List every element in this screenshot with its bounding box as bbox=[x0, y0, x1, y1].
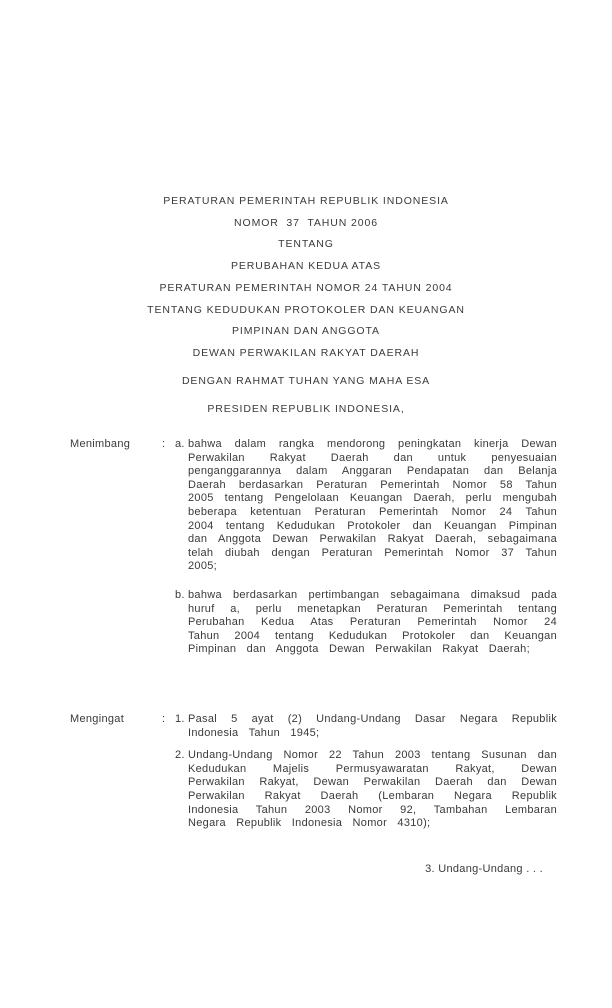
list-item bbox=[175, 589, 557, 657]
title-line: PERATURAN PEMERINTAH NOMOR 24 TAHUN 2004 bbox=[159, 281, 453, 294]
section-colon: : bbox=[162, 438, 166, 450]
item-text: Pasal 5 ayat (2) Undang-Undang Dasar Negara Republik Indonesia Tahun 1945; bbox=[188, 713, 557, 739]
item-text: Undang-Undang Nomor 22 Tahun 2003 tentang Susunan dan Kedudukan Majelis Permusyawaratan Rakyat, Dewan Perwakilan Rakyat, Dewan Perwakilan Daerah dan Dewan Perwakilan Rakyat Daerah (Lembaran Negara Republik Indonesia Tahun 2003 Nomor 92, Tambahan Lembaran Negara Republik Indonesia Nomor 4310); bbox=[188, 749, 557, 830]
section-mengingat bbox=[70, 713, 557, 831]
page-continuation-catchword: 3. Undang-Undang . . . bbox=[425, 863, 543, 875]
section-items bbox=[175, 713, 557, 831]
invocation-line: DENGAN RAHMAT TUHAN YANG MAHA ESA bbox=[181, 375, 431, 387]
section-colon: : bbox=[162, 713, 166, 725]
item-text: bahwa dalam rangka mendorong peningkatan kinerja Dewan Perwakilan Rakyat Daerah dan untuk penyesuaian penganggarannya dalam Anggaran Pendapatan dan Belanja Daerah berdasarkan Peraturan Pemerintah Nomor 58 Tahun 2005 tentang Pengelolaan Keuangan Daerah, perlu mengubah beberapa ketentuan Peraturan Pemerintah Nomor 24 Tahun 2004 tentang Kedudukan Protokoler dan Keuangan Pimpinan dan Anggota Dewan Perwakilan Rakyat Daerah, sebagaimana telah diubah dengan Peraturan Pemerintah Nomor 37 Tahun 2005; bbox=[188, 438, 557, 573]
title-line: PERATURAN PEMERINTAH REPUBLIK INDONESIA bbox=[163, 195, 449, 207]
title-line-tentang: TENTANG bbox=[278, 238, 334, 251]
list-item bbox=[175, 713, 557, 740]
authority-line: PRESIDEN REPUBLIK INDONESIA, bbox=[207, 403, 405, 415]
item-marker: b. bbox=[175, 588, 185, 601]
title-line: PERUBAHAN KEDUA ATAS bbox=[230, 260, 382, 273]
title-line-nomor: NOMOR 37 TAHUN 2006 bbox=[234, 216, 378, 229]
section-menimbang bbox=[70, 438, 557, 657]
title-line: TENTANG KEDUDUKAN PROTOKOLER DAN KEUANGAN bbox=[147, 303, 465, 316]
item-marker: 1. bbox=[175, 713, 185, 725]
item-marker: a. bbox=[175, 438, 185, 450]
section-label: Menimbang bbox=[70, 438, 131, 450]
title-line: PIMPINAN DAN ANGGOTA bbox=[232, 325, 380, 338]
section-label: Mengingat bbox=[70, 713, 125, 725]
list-item bbox=[175, 749, 557, 831]
title-line: DEWAN PERWAKILAN RAKYAT DAERAH bbox=[192, 346, 420, 359]
item-marker: 2. bbox=[175, 749, 185, 762]
item-text: bahwa berdasarkan pertimbangan sebagaimana dimaksud pada huruf a, perlu menetapkan Peraturan Pemerintah tentang Perubahan Kedua Atas Peraturan Pemerintah Nomor 24 Tahun 2004 tentang Kedudukan Protokoler dan Keuangan Pimpinan dan Anggota Dewan Perwakilan Rakyat Daerah; bbox=[188, 588, 557, 656]
section-items bbox=[175, 438, 557, 657]
document-title bbox=[0, 191, 612, 365]
list-item bbox=[175, 438, 557, 574]
